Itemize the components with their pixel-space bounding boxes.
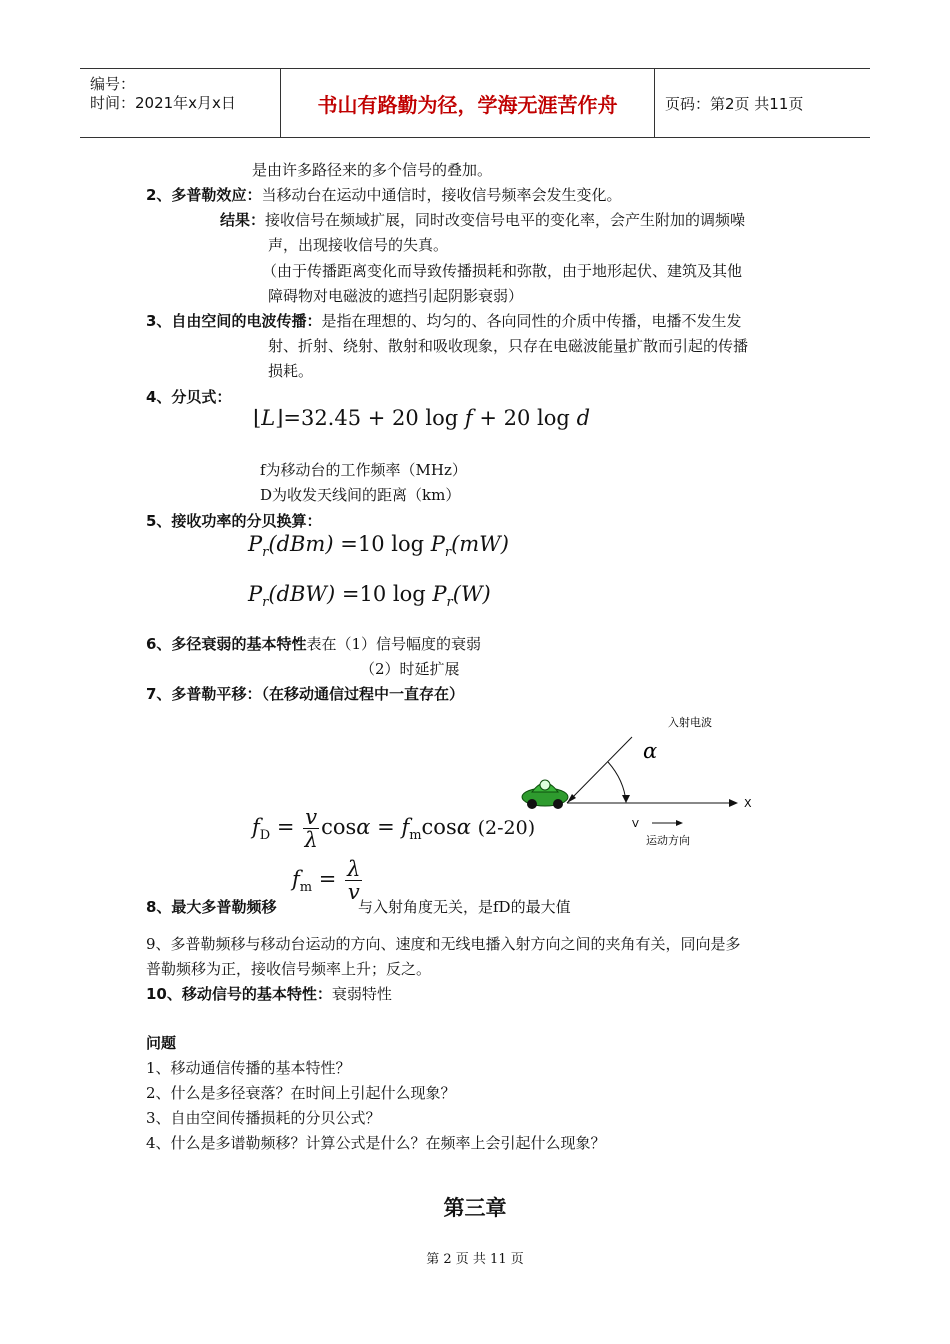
section-6-body: 表在（1）信号幅度的衰弱 bbox=[306, 635, 481, 653]
doppler-diagram bbox=[510, 710, 780, 855]
alpha-label: α bbox=[643, 739, 658, 763]
fmax-formula bbox=[292, 858, 364, 903]
section-6-head: 6、多径衰弱的基本特性 bbox=[146, 635, 307, 653]
result-text-2: 声，出现接收信号的失真。 bbox=[268, 236, 449, 254]
question-item: 3、自由空间传播损耗的分贝公式？ bbox=[146, 1109, 381, 1127]
doppler-fm: f bbox=[401, 815, 410, 839]
pathloss-lhs: L bbox=[261, 406, 276, 430]
doppler-fraction bbox=[303, 806, 319, 851]
section-3 bbox=[146, 309, 741, 334]
pr-dbw-unit2: (W) bbox=[452, 582, 491, 606]
line-multipath: 是由许多路径来的多个信号的叠加。 bbox=[252, 161, 493, 179]
doppler-eq2: = bbox=[377, 815, 395, 839]
section-9-text-2: 普勒频移为正，接收信号频率上升；反之。 bbox=[146, 960, 432, 978]
section-3-text-1: 是指在理想的、均匀的、各向同性的介质中传播，电播不发生发 bbox=[321, 312, 742, 330]
pr-dbw-eq: =10 log bbox=[341, 582, 426, 606]
pr-dbw-p: P bbox=[248, 582, 263, 606]
section-2-head: 2、多普勒效应： bbox=[146, 186, 262, 204]
d-definition: D为收发天线间的距离（km） bbox=[260, 486, 461, 504]
question-item: 1、移动通信传播的基本特性？ bbox=[146, 1059, 351, 1077]
section-8-body: 与入射角度无关，是fD的最大值 bbox=[358, 898, 571, 916]
pr-dbm-sub: r bbox=[262, 545, 269, 561]
section-8-head: 8、最大多普勒频移 bbox=[146, 898, 277, 916]
pr-dbm-unit2: (mW) bbox=[451, 532, 509, 556]
section-3-text-3: 损耗。 bbox=[268, 362, 314, 380]
pr-dbw-p2: P bbox=[432, 582, 447, 606]
velocity-arrowhead-icon bbox=[676, 820, 683, 826]
section-10-head: 10、移动信号的基本特性： bbox=[146, 985, 332, 1003]
pathloss-formula: ⌊L⌋=32.45 + 20 log f + 20 log d bbox=[253, 406, 591, 430]
code-label: 编号： bbox=[90, 75, 136, 93]
pathloss-plus: + 20 log bbox=[479, 406, 570, 430]
pr-dbm-p2: P bbox=[430, 532, 445, 556]
pathloss-f: f bbox=[464, 406, 473, 430]
result-text-1: 接收信号在频域扩展，同时改变信号电平的变化率，会产生附加的调频噪 bbox=[265, 211, 746, 229]
doppler-formula bbox=[252, 806, 535, 851]
page-footer: 第 2 页 共 11 页 bbox=[426, 1252, 524, 1267]
fmax-num: λ bbox=[347, 857, 361, 881]
doppler-den: λ bbox=[304, 828, 318, 852]
section-5-head: 5、接收功率的分贝换算： bbox=[146, 512, 322, 530]
v-label: V bbox=[632, 819, 639, 830]
fmax-sub: m bbox=[299, 880, 313, 896]
pr-dbw-sub: r bbox=[262, 595, 269, 611]
section-2 bbox=[146, 183, 621, 208]
pathloss-eq: =32.45 + 20 log bbox=[283, 406, 459, 430]
section-10 bbox=[146, 982, 392, 1007]
question-item: 4、什么是多谱勒频移？计算公式是什么？在频率上会引起什么现象？ bbox=[146, 1134, 606, 1152]
wave-label: 入射电波 bbox=[668, 716, 712, 729]
fmax-eq: = bbox=[318, 867, 337, 891]
section-7-head: 7、多普勒平移：（在移动通信过程中一直存在） bbox=[146, 685, 464, 703]
pr-dbm-eq: =10 log bbox=[340, 532, 425, 556]
section-3-text-2: 射、折射、绕射、散射和吸收现象，只存在电磁波能量扩散而引起的传播 bbox=[268, 337, 749, 355]
result-line-1 bbox=[220, 208, 745, 233]
doppler-num: v bbox=[305, 805, 318, 829]
doppler-cos2: cos bbox=[421, 815, 457, 839]
page-header bbox=[80, 68, 870, 138]
question-item: 2、什么是多径衰落？在时间上引起什么现象？ bbox=[146, 1084, 456, 1102]
doppler-sub: D bbox=[259, 828, 271, 844]
note-text-1: （由于传播距离变化而导致传播损耗和弥散，由于地形起伏、建筑及其他 bbox=[262, 262, 743, 280]
motto: 书山有路勤为径，学海无涯苦作舟 bbox=[317, 92, 618, 117]
x-arrowhead-icon bbox=[729, 799, 738, 807]
chapter-title: 第三章 bbox=[443, 1196, 507, 1220]
pr-dbm-p: P bbox=[248, 532, 263, 556]
doppler-cos: cos bbox=[321, 815, 357, 839]
pr-dbw-formula bbox=[248, 582, 491, 610]
fmax-den: v bbox=[347, 880, 360, 904]
questions-title: 问题 bbox=[146, 1034, 177, 1052]
pr-dbw-sub2: r bbox=[446, 595, 453, 611]
arc-arrowhead-icon bbox=[622, 795, 630, 803]
header-motto-cell bbox=[281, 69, 655, 137]
result-head: 结果： bbox=[220, 211, 266, 229]
header-page-cell bbox=[655, 69, 870, 137]
incident-wave-line bbox=[567, 737, 632, 803]
section-9-text-1: 9、多普勒频移与移动台运动的方向、速度和无线电播入射方向之间的夹角有关，同向是多 bbox=[146, 935, 741, 953]
section-10-body: 衰弱特性 bbox=[331, 985, 392, 1003]
note-text-2: 障碍物对电磁波的遮挡引起阴影衰弱） bbox=[268, 287, 524, 305]
doppler-fm-sub: m bbox=[409, 828, 422, 844]
pr-dbm-unit1: (dBm) bbox=[268, 532, 334, 556]
doppler-eq1: = bbox=[276, 815, 295, 839]
f-definition: f为移动台的工作频率（MHz） bbox=[260, 461, 467, 479]
pr-dbw-unit1: (dBW) bbox=[268, 582, 336, 606]
section-6 bbox=[146, 632, 481, 657]
section-2-body: 当移动台在运动中通信时，接收信号频率会发生变化。 bbox=[261, 186, 622, 204]
pathloss-d: d bbox=[576, 406, 591, 430]
time-label: 时间：2021年x月x日 bbox=[90, 94, 236, 112]
pr-dbm-sub2: r bbox=[444, 545, 452, 561]
doppler-tag: (2-20) bbox=[477, 817, 536, 839]
doppler-f: f bbox=[252, 815, 260, 839]
x-label: X bbox=[744, 797, 752, 810]
section-3-head: 3、自由空间的电波传播： bbox=[146, 312, 322, 330]
doppler-alpha: α bbox=[356, 815, 371, 839]
page-label: 页码：第2页 共11页 bbox=[665, 94, 804, 113]
doppler-alpha2: α bbox=[456, 815, 471, 839]
car-icon bbox=[522, 780, 568, 809]
section-6-item-2: （2）时延扩展 bbox=[360, 660, 460, 678]
fmax-f: f bbox=[292, 867, 300, 891]
direction-label: 运动方向 bbox=[646, 834, 690, 847]
section-4-head: 4、分贝式： bbox=[146, 388, 232, 406]
header-meta bbox=[80, 69, 281, 137]
pr-dbm-formula bbox=[248, 532, 509, 560]
